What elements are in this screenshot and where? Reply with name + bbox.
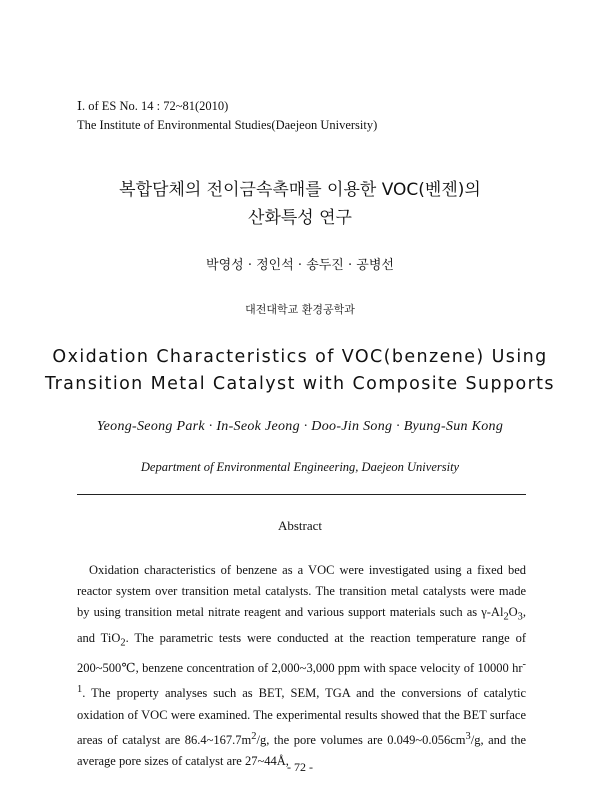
abstract-text: /g, and the average pore sizes of catalyst are 27~44Å, bbox=[77, 732, 527, 769]
superscript: -1 bbox=[77, 658, 526, 696]
section-divider bbox=[77, 494, 526, 495]
title-korean-line1: 복합담체의 전이금속촉매를 이용한 VOC(벤젠)의 bbox=[119, 180, 481, 200]
abstract-text: , and TiO bbox=[77, 605, 526, 646]
abstract-heading: Abstract bbox=[277, 518, 323, 533]
subscript: 2 bbox=[120, 637, 126, 649]
department-korean: 대전대학교 환경공학과 bbox=[245, 303, 355, 316]
superscript: 2 bbox=[251, 730, 257, 742]
journal-institute: The Institute of Environmental Studies(Daejeon University) bbox=[77, 118, 378, 132]
superscript: 3 bbox=[465, 730, 471, 742]
subscript: 3 bbox=[517, 611, 523, 623]
abstract-text: O bbox=[508, 605, 518, 620]
title-english bbox=[0, 344, 600, 398]
abstract-text: Oxidation characteristics of benzene as a VOC were investigated using a fixed bed reactor system over transition metal catalysts. The transition metal catalysts were made by using transition metal nitrate reagent and various support materials such as γ-Al bbox=[77, 563, 526, 620]
title-english-line2: Transition Metal Catalyst with Composite Supports bbox=[45, 374, 555, 394]
journal-citation: Ⅰ. of ES No. 14 : 72~81(2010) bbox=[77, 99, 229, 113]
journal-header bbox=[77, 97, 377, 135]
abstract-body bbox=[77, 560, 526, 772]
authors-korean: 박영성 · 정인석 · 송두진 · 공병선 bbox=[206, 258, 394, 273]
abstract-text: . The parametric tests were conducted at the reaction temperature range of 200~500℃, benzene concentration of 2,000~3,000 ppm with space velocity of 10000 hr bbox=[77, 631, 526, 675]
title-korean bbox=[0, 176, 600, 232]
abstract-paragraph bbox=[77, 560, 526, 772]
subscript: 2 bbox=[503, 611, 509, 623]
authors-english: Yeong-Seong Park · In-Seok Jeong · Doo-Jin Song · Byung-Sun Kong bbox=[96, 419, 504, 434]
department-english: Department of Environmental Engineering, Daejeon University bbox=[140, 460, 460, 474]
abstract-text: /g, the pore volumes are 0.049~0.056cm bbox=[256, 732, 466, 747]
title-english-line1: Oxidation Characteristics of VOC(benzene) Using bbox=[52, 347, 548, 367]
title-korean-line2: 산화특성 연구 bbox=[248, 208, 352, 228]
page-number: - 72 - bbox=[287, 760, 313, 774]
abstract-text: . The property analyses such as BET, SEM, TGA and the conversions of catalytic oxidation of VOC were examined. The experimental results showed that the BET surface areas of catalyst are 86.4~167.7m bbox=[77, 686, 526, 747]
